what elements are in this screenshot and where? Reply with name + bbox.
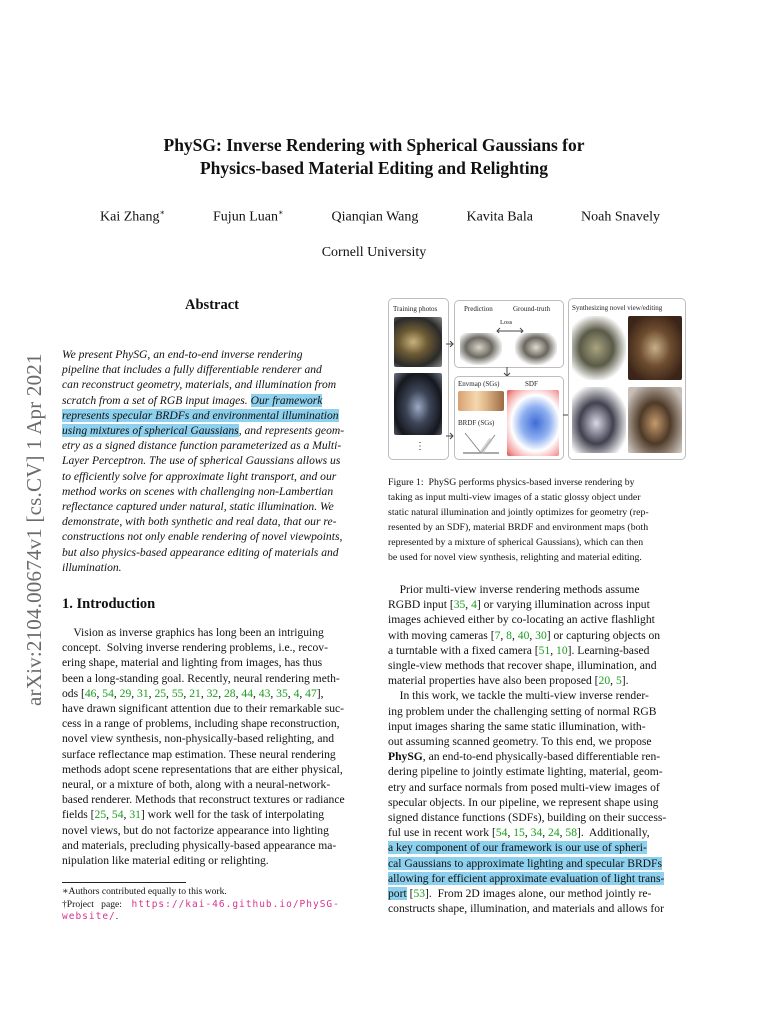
text-line [62, 909, 362, 924]
text-run: dering pipeline to jointly estimate lighting, material, geom- [388, 765, 663, 779]
text-line [388, 901, 685, 916]
text-run: constructions not only enable rendering of novel viewpoints, [62, 530, 343, 544]
text-line [62, 792, 362, 807]
title-line-1: PhySG: Inverse Rendering with Spherical Gaussians for [163, 135, 585, 155]
text-line [62, 484, 362, 499]
text-run: , [559, 826, 566, 840]
citation-link[interactable]: 21 [189, 686, 201, 700]
citation-link[interactable]: 32 [206, 686, 219, 700]
text-run: ful use in recent work [ [388, 826, 496, 840]
citation-link[interactable]: 54 [111, 808, 124, 822]
text-line [62, 560, 362, 575]
citation-link[interactable]: 51 [538, 643, 551, 657]
citation-link[interactable]: 8 [506, 628, 512, 642]
text-line [62, 807, 362, 822]
author: Noah Snavely [581, 209, 660, 225]
text-line [62, 716, 362, 731]
text-line [62, 347, 362, 362]
text-run: surface reflectance map estimation. These neural rendering [62, 747, 336, 761]
relit-render [628, 316, 682, 380]
text-run: RGBD input [ [388, 598, 454, 612]
text-line [62, 529, 362, 544]
text-run: ] or varying illumination across input [476, 598, 650, 612]
text-run: We present PhySG, an end-to-end inverse rendering [62, 348, 303, 361]
text-run: , an end-to-end physically-based differentiable ren- [422, 750, 661, 764]
text-run: with moving cameras [ [388, 628, 495, 642]
title-line-2: Physics-based Material Editing and Relighting [199, 158, 549, 178]
author: Fujun Luan∗ [213, 208, 284, 225]
text-line [62, 499, 362, 514]
text-line [388, 749, 685, 764]
citation-link[interactable]: 35 [276, 686, 288, 700]
text-run: based renderer. Methods that reconstruct textures or radiance [62, 793, 345, 807]
text-run: novel views, but do not factorize appearance into lighting [62, 823, 329, 837]
figure-1 [388, 298, 685, 460]
citation-link[interactable]: 46 [84, 686, 97, 700]
text-run: scratch from a set of RGB input images. [62, 393, 251, 407]
text-run: , [465, 598, 472, 612]
text-line [62, 625, 362, 640]
training-photos-label: Training photos [393, 305, 438, 313]
text-run: , [235, 686, 242, 700]
text-run: , [200, 686, 207, 700]
text-run: cal Gaussians to approximate lighting and specular BRDFs [388, 856, 663, 870]
citation-link[interactable]: 54 [495, 826, 508, 840]
text-line [62, 438, 362, 453]
text-line [62, 853, 362, 868]
citation-link[interactable]: 24 [548, 826, 560, 840]
project-url-link[interactable]: website/ [62, 911, 116, 922]
citation-link[interactable]: 44 [241, 686, 253, 700]
citation-link[interactable]: 53 [413, 887, 426, 900]
text-run: ing problem under the challenging setting of normal RGB [388, 704, 657, 718]
text-run: , [500, 628, 507, 642]
citation-link[interactable]: 29 [119, 686, 132, 700]
text-run: resented by an SDF), material BRDF and environment maps (both [388, 522, 649, 533]
text-run: , [507, 826, 514, 840]
text-line [388, 795, 685, 810]
text-run: single-view methods that recover shape, illumination, and [388, 659, 657, 672]
text-line [388, 764, 685, 779]
text-line [388, 825, 685, 840]
citation-link[interactable]: 35 [453, 598, 466, 612]
text-line [62, 686, 362, 701]
text-run: , [610, 674, 616, 688]
text-run: , [106, 808, 112, 822]
footnote-rule [62, 882, 186, 883]
text-run: , [524, 826, 531, 840]
text-run: methods adopt scene representations that are either physical, [62, 762, 343, 776]
text-line [388, 582, 685, 597]
text-run: [ [406, 887, 414, 900]
citation-link[interactable]: 30 [535, 628, 547, 642]
text-run: concept. Solving inverse rendering problems, i.e., recov- [62, 641, 328, 655]
text-run: can reconstruct geometry, materials, and illumination from [62, 378, 337, 392]
citation-link[interactable]: 25 [154, 686, 167, 700]
ground-truth-render [515, 333, 557, 365]
citation-link[interactable]: 4 [293, 686, 300, 700]
text-run: , [113, 686, 120, 700]
text-line [62, 393, 362, 408]
more-photos-ellipsis: ⋮ [415, 441, 425, 452]
edited-relit-render [628, 387, 682, 453]
text-run: , [148, 686, 155, 700]
text-run: fields [ [62, 808, 95, 822]
text-run: , [218, 686, 224, 700]
text-run: ], [316, 686, 324, 700]
text-run: , [511, 628, 518, 642]
text-run: , and represents geom- [238, 424, 345, 437]
citation-link[interactable]: 54 [102, 686, 114, 700]
text-line [62, 514, 362, 529]
text-line [62, 762, 362, 777]
text-run: taking as input multi-view images of a static glossy object under [388, 492, 641, 503]
text-line [388, 704, 685, 719]
brdf-label: BRDF (SGs) [458, 419, 495, 427]
text-line [388, 658, 685, 673]
citation-link[interactable]: 25 [94, 808, 107, 822]
text-run: , [287, 686, 294, 700]
text-run: out assuming scanned geometry. To this end, we propose [388, 735, 652, 748]
citation-link[interactable]: 4 [471, 598, 477, 612]
text-line [388, 688, 685, 703]
text-run: constructs shape, illumination, and materials and allows for [388, 902, 664, 916]
text-run: illumination. [62, 560, 122, 574]
prediction-label: Prediction [464, 305, 493, 313]
text-run: , [123, 808, 130, 822]
text-run: ∗Authors contributed equally to this work. [62, 886, 227, 897]
author: Qianqian Wang [331, 209, 419, 225]
citation-link[interactable]: 43 [258, 686, 271, 700]
citation-link[interactable]: 55 [171, 686, 184, 700]
text-line [388, 535, 685, 550]
citation-link[interactable]: 40 [517, 628, 530, 642]
text-line [62, 823, 362, 838]
text-run: cess in a range of problems, including shape reconstruction, [62, 717, 340, 731]
text-line [388, 643, 685, 658]
text-line [388, 734, 685, 749]
text-run: to efficiently solve for approximate light transport, and our [62, 469, 337, 483]
text-run: but also physics-based appearance editing of materials and [62, 545, 339, 559]
novel-view-label: Synthesizing novel view/editing [572, 304, 663, 312]
text-run: allowing for efficient approximate evaluation of light trans- [388, 871, 665, 885]
sdf-visualization [507, 390, 559, 456]
text-run: pipeline that includes a fully differentiable renderer and [62, 363, 322, 377]
text-run: Prior multi-view inverse rendering methods assume [388, 583, 640, 596]
citation-link[interactable]: 47 [305, 686, 317, 700]
citation-link[interactable]: 58 [565, 826, 578, 840]
novel-view-render [572, 316, 626, 380]
text-line [388, 871, 685, 886]
training-photos-panel [388, 298, 449, 460]
text-run: input images sharing the same static illumination, with- [388, 719, 646, 733]
brdf-lobe-diagram [461, 429, 501, 455]
affiliation: Cornell University [321, 245, 427, 260]
text-run: etry as a signed distance function parameterized as a Multi- [62, 439, 342, 453]
text-run: , [183, 686, 190, 700]
author: Kavita Bala [466, 209, 533, 225]
text-line [62, 838, 362, 853]
text-run: and materials, precluding physically-based appearance ma- [62, 838, 337, 852]
text-run: ]. From 2D images alone, our method jointly re- [425, 887, 652, 900]
text-line [388, 597, 685, 612]
text-run: Layer Perceptron. The use of spherical Gaussians allows us [62, 454, 341, 468]
text-line [388, 490, 685, 505]
author-list [100, 208, 660, 226]
text-run: †Project page: [62, 898, 132, 910]
text-run: be used for novel view synthesis, relighting and material editing. [388, 552, 642, 563]
text-line [62, 747, 362, 762]
abstract-heading: Abstract [185, 297, 239, 313]
text-run: Vision as inverse graphics has long been an intriguing [62, 626, 324, 639]
project-url-link[interactable]: https://kai-46.github.io/PhySG- [131, 898, 340, 910]
text-line [62, 423, 362, 438]
text-run: represented by a mixture of spherical Gaussians), which can then [388, 537, 644, 548]
text-run: etry and surface normals from posed multi-view images of [388, 780, 660, 794]
representation-panel [454, 376, 564, 460]
text-run: . [115, 911, 119, 922]
text-run: nipulation like material editing or relighting. [62, 854, 269, 867]
prediction-render [460, 333, 502, 365]
text-run: In this work, we tackle the multi-view inverse render- [388, 689, 649, 703]
text-line [62, 377, 362, 392]
text-run: , [542, 826, 549, 840]
text-line [388, 505, 685, 520]
edited-material-render [572, 387, 626, 453]
text-line [388, 856, 685, 871]
text-run: neural, or a mixture of both, along with a neural-network- [62, 778, 331, 791]
text-run: demonstrate, with both synthetic and real data, that our re- [62, 515, 337, 529]
text-line [62, 701, 362, 716]
text-line [388, 550, 685, 565]
text-run: static natural illumination and jointly optimizes for geometry (rep- [388, 507, 649, 518]
text-run: reflectance captured under natural, static illumination. We [62, 500, 334, 513]
citation-link[interactable]: 10 [556, 643, 568, 657]
text-line [62, 731, 362, 746]
loss-label: Loss [500, 319, 513, 326]
text-line [388, 475, 685, 490]
citation-link[interactable]: 31 [137, 686, 149, 700]
text-line [388, 810, 685, 825]
text-line [388, 719, 685, 734]
text-run: , [270, 686, 277, 700]
text-line [388, 780, 685, 795]
text-line [62, 453, 362, 468]
citation-link[interactable]: 15 [513, 826, 525, 840]
text-run: ods [ [62, 686, 85, 700]
text-run: novel view synthesis, non-physically-based relighting, and [62, 732, 335, 746]
text-run: have drawn significant attention due to their remarkable suc- [62, 702, 345, 715]
ground-truth-label: Ground-truth [513, 305, 550, 313]
text-line [62, 655, 362, 670]
text-line [388, 612, 685, 627]
text-line [388, 673, 685, 688]
paper-title [60, 134, 688, 180]
text-run: using mixtures of spherical Gaussians [62, 424, 239, 437]
citation-link[interactable]: 34 [530, 826, 543, 840]
text-run: ] or capturing objects on [546, 628, 661, 642]
text-run: Our framework [250, 393, 323, 407]
text-run: , [529, 628, 536, 642]
text-line [62, 362, 362, 377]
text-run: material properties have also been proposed [ [388, 674, 599, 688]
training-photo [394, 317, 442, 367]
text-run: , [299, 686, 306, 700]
text-run: Figure 1: PhySG performs physics-based inverse rendering by [388, 477, 635, 488]
author: Kai Zhang∗ [100, 208, 165, 225]
text-line [62, 777, 362, 792]
training-photo [394, 373, 442, 435]
text-run: images achieved either by co-locating an active flashlight [388, 613, 655, 627]
citation-link[interactable]: 31 [129, 808, 141, 822]
text-run: represents specular BRDFs and environmental illumination [62, 408, 339, 422]
text-run: method works on scenes with challenging non-Lambertian [62, 484, 334, 498]
text-line [62, 469, 362, 484]
envmap-image [458, 391, 504, 411]
citation-link[interactable]: 7 [494, 628, 501, 642]
text-run: , [131, 686, 138, 700]
text-run: port [388, 887, 407, 900]
text-run: , [166, 686, 172, 700]
text-line [62, 408, 362, 423]
text-run: a key component of our framework is our use of spheri- [388, 841, 647, 855]
text-line [388, 840, 685, 855]
text-run: ]. Learning-based [567, 643, 650, 657]
envmap-label: Envmap (SGs) [458, 380, 500, 388]
sdf-label: SDF [525, 380, 538, 388]
text-run: , [252, 686, 259, 700]
text-run: been a long-standing goal. Recently, neural rendering meth- [62, 671, 340, 685]
text-line [388, 628, 685, 643]
citation-link[interactable]: 28 [224, 686, 236, 700]
text-line [62, 545, 362, 560]
text-run: ering shape, material and lighting from images, has thus [62, 656, 323, 670]
text-line [388, 520, 685, 535]
text-line [388, 886, 685, 901]
citation-link[interactable]: 5 [615, 674, 622, 688]
text-line [62, 640, 362, 655]
text-run: specular objects. In our pipeline, we represent shape using [388, 795, 659, 809]
text-run: signed distance functions (SDFs), building on their success- [388, 811, 667, 824]
section-heading-introduction: 1. Introduction [62, 596, 156, 612]
text-run: , [550, 643, 557, 657]
prediction-panel [454, 300, 564, 368]
text-line [62, 671, 362, 686]
novel-view-panel [568, 298, 686, 460]
text-run: PhySG [388, 750, 423, 764]
text-run: , [96, 686, 103, 700]
text-run: ]. [621, 674, 629, 688]
arxiv-identifier: arXiv:2104.00674v1 [cs.CV] 1 Apr 2021 [22, 353, 46, 706]
text-run: ] work well for the task of interpolating [140, 808, 325, 822]
citation-link[interactable]: 20 [598, 674, 611, 688]
text-run: a turntable with a fixed camera [ [388, 643, 539, 657]
text-run: ]. Additionally, [577, 826, 650, 840]
